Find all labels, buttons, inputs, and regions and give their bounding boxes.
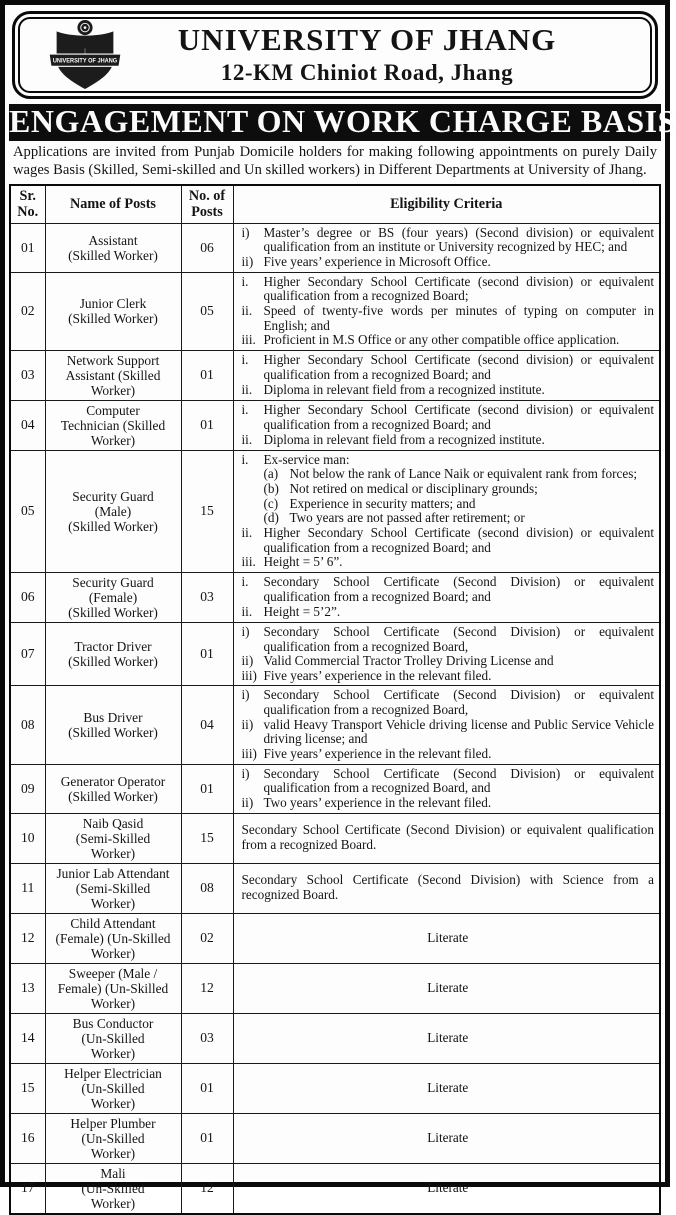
post-name-line: Assistant — [88, 232, 138, 248]
criteria-item — [242, 688, 655, 717]
criteria-item — [242, 226, 655, 255]
criteria-text: Ex-service man: — [263, 451, 350, 467]
criteria-cell: Secondary School Certificate (Second Division) or equivalent qualification from a recognized Board. — [233, 813, 660, 863]
criteria-text: Height = 5’ 6”. — [263, 554, 343, 570]
posts-count-cell: 06 — [181, 223, 233, 272]
col-header-no-of-posts: No. of Posts — [181, 185, 233, 223]
post-name-line: (Skilled Worker) — [68, 518, 158, 534]
post-name-line: Bus Driver — [83, 710, 143, 726]
criteria-marker: i) — [241, 623, 250, 639]
criteria-item — [242, 555, 655, 570]
intro-paragraph: Applications are invited from Punjab Domicile holders for making following appointments on purely Daily wages Basis (Skilled, Semi-skilled and Un skilled workers) in Different Departments at University of Jhang. — [13, 144, 657, 178]
posts-count-cell: 01 — [181, 764, 233, 813]
post-name-line: (Male) — [94, 503, 132, 519]
table-row — [10, 272, 660, 350]
criteria-cell: Literate — [233, 963, 660, 1013]
posts-count-cell: 08 — [181, 863, 233, 913]
criteria-text: Higher Secondary School Certificate (second division) or equivalent qualification from a recognized Board; and — [263, 352, 654, 382]
criteria-cell — [233, 572, 660, 622]
criteria-cell — [233, 450, 660, 572]
table-row — [10, 863, 660, 913]
criteria-item — [242, 433, 655, 448]
criteria-item — [242, 718, 655, 747]
table-row — [10, 1063, 660, 1113]
post-name-cell — [45, 622, 181, 686]
criteria-cell: Literate — [233, 1113, 660, 1163]
banner-title: ENGAGEMENT ON WORK CHARGE BASIS — [9, 103, 676, 139]
posts-count-cell: 01 — [181, 1063, 233, 1113]
post-name-line: (Female) (Un-Skilled — [55, 930, 171, 946]
posts-table-body — [10, 223, 660, 1213]
post-name-cell — [45, 764, 181, 813]
criteria-item — [242, 255, 655, 270]
post-name-cell — [45, 686, 181, 764]
post-name-cell — [45, 1063, 181, 1113]
post-name-line: Security Guard — [72, 488, 154, 504]
criteria-text: Five years’ experience in the relevant filed. — [263, 746, 492, 762]
criteria-item — [242, 526, 655, 555]
sr-no-cell: 02 — [10, 272, 45, 350]
criteria-item — [242, 796, 655, 811]
posts-count-cell: 03 — [181, 572, 233, 622]
post-name-line: Worker) — [90, 1195, 136, 1211]
criteria-cell: Literate — [233, 913, 660, 963]
criteria-sub-item — [264, 511, 655, 526]
criteria-item — [242, 275, 655, 304]
post-name-line: Security Guard — [72, 574, 154, 590]
post-name-line: Mali — [100, 1165, 126, 1181]
post-name-line: Junior Lab Attendant — [56, 865, 170, 881]
criteria-marker: ii) — [241, 716, 254, 732]
post-name-cell — [45, 1013, 181, 1063]
criteria-marker: i. — [241, 574, 249, 590]
table-row — [10, 963, 660, 1013]
criteria-text: Secondary School Certificate (Second Division) or equivalent qualification from a recognized Board; and — [263, 574, 654, 605]
post-name-line: (Skilled Worker) — [68, 788, 158, 804]
post-name-cell — [45, 913, 181, 963]
post-name-cell — [45, 350, 181, 400]
criteria-text: valid Heavy Transport Vehicle driving license and Public Service Vehicle driving license; and — [263, 716, 654, 747]
criteria-text: Higher Secondary School Certificate (second division) or equivalent qualification from a recognized Board; — [263, 273, 654, 304]
table-row — [10, 350, 660, 400]
criteria-item — [242, 304, 655, 333]
post-name-line: (Skilled Worker) — [68, 654, 158, 670]
post-name-line: Worker) — [90, 1045, 136, 1061]
criteria-cell: Literate — [233, 1063, 660, 1113]
post-name-line: Bus Conductor — [72, 1015, 154, 1031]
post-name-cell — [45, 863, 181, 913]
criteria-marker: i) — [241, 224, 250, 240]
criteria-item — [242, 353, 655, 382]
criteria-marker: ii. — [241, 524, 253, 540]
criteria-marker: i. — [241, 352, 249, 368]
criteria-marker: ii. — [241, 603, 253, 619]
header-box — [12, 11, 658, 99]
university-logo — [46, 20, 124, 90]
post-name-line: Worker) — [90, 945, 136, 961]
table-row — [10, 686, 660, 764]
criteria-sub-item — [264, 482, 655, 497]
post-name-line: Helper Electrician — [64, 1065, 162, 1081]
post-name-cell — [45, 963, 181, 1013]
criteria-item — [242, 575, 655, 604]
posts-count-cell: 05 — [181, 272, 233, 350]
table-row — [10, 1113, 660, 1163]
criteria-text: Proficient in M.S Office or any other compatible office application. — [263, 332, 620, 348]
criteria-item — [242, 453, 655, 468]
sr-no-cell: 03 — [10, 350, 45, 400]
table-row — [10, 813, 660, 863]
post-name-cell — [45, 223, 181, 272]
post-name-line: Female) (Un-Skilled — [57, 980, 169, 996]
criteria-text: Secondary School Certificate (Second Division) or equivalent qualification from a recognized Board, and — [263, 765, 654, 796]
sr-no-cell: 16 — [10, 1113, 45, 1163]
criteria-marker: i. — [241, 273, 249, 289]
posts-count-cell: 15 — [181, 450, 233, 572]
sr-no-cell: 12 — [10, 913, 45, 963]
post-name-line: Technician (Skilled — [60, 417, 166, 433]
criteria-item — [242, 747, 655, 762]
table-row — [10, 764, 660, 813]
post-name-line: Naib Qasid — [82, 815, 144, 831]
criteria-marker: iii) — [241, 667, 257, 683]
criteria-cell — [233, 622, 660, 686]
post-name-cell — [45, 450, 181, 572]
col-header-sr-no: Sr. No. — [10, 185, 45, 223]
criteria-marker: i. — [241, 402, 249, 418]
criteria-cell — [233, 764, 660, 813]
post-name-line: Generator Operator — [60, 773, 166, 789]
criteria-marker: ii. — [241, 431, 253, 447]
university-title: UNIVERSITY OF JHANG — [177, 22, 557, 58]
post-name-line: Junior Clerk — [79, 296, 147, 312]
criteria-item — [242, 383, 655, 398]
criteria-sub-item — [264, 467, 655, 482]
header-text-block — [124, 24, 640, 86]
posts-count-cell: 12 — [181, 1163, 233, 1214]
table-row — [10, 572, 660, 622]
criteria-cell — [233, 272, 660, 350]
criteria-item — [242, 767, 655, 796]
post-name-line: (Un-Skilled — [81, 1080, 145, 1096]
criteria-text: Secondary School Certificate (Second Division) or equivalent qualification from a recognized Board, — [263, 623, 654, 654]
criteria-text: Master’s degree or BS (four years) (Second division) or equivalent qualification from an institute or University recognized by HEC; and — [263, 224, 654, 255]
sr-no-cell: 11 — [10, 863, 45, 913]
post-name-line: (Skilled Worker) — [68, 247, 158, 263]
criteria-sub-text: Experience in security matters; and — [289, 495, 476, 511]
sr-no-cell: 08 — [10, 686, 45, 764]
post-name-line: Worker) — [90, 1095, 136, 1111]
criteria-cell: Literate — [233, 1163, 660, 1214]
criteria-marker: i) — [241, 687, 250, 703]
sr-no-cell: 06 — [10, 572, 45, 622]
post-name-line: Worker) — [90, 995, 136, 1011]
sr-no-cell: 09 — [10, 764, 45, 813]
sr-no-cell: 04 — [10, 400, 45, 450]
criteria-cell — [233, 223, 660, 272]
table-row — [10, 913, 660, 963]
sr-no-cell: 07 — [10, 622, 45, 686]
table-row — [10, 223, 660, 272]
criteria-text: Secondary School Certificate (Second Division) or equivalent qualification from a recognized Board, — [263, 687, 654, 718]
criteria-text: Diploma in relevant field from a recognized institute. — [263, 431, 545, 447]
criteria-sub-item — [264, 497, 655, 512]
post-name-line: (Semi-Skilled — [75, 880, 151, 896]
criteria-text: Five years’ experience in the relevant filed. — [263, 667, 492, 683]
criteria-sub-text: Not retired on medical or disciplinary grounds; — [289, 481, 538, 497]
criteria-marker: i. — [241, 451, 249, 467]
post-name-cell — [45, 813, 181, 863]
table-row — [10, 450, 660, 572]
criteria-text: Diploma in relevant field from a recognized institute. — [263, 381, 545, 397]
sr-no-cell: 14 — [10, 1013, 45, 1063]
post-name-line: (Un-Skilled — [81, 1130, 145, 1146]
criteria-item — [242, 669, 655, 684]
criteria-marker: iii) — [241, 746, 257, 762]
criteria-text: Two years’ experience in the relevant filed. — [263, 794, 492, 810]
post-name-line: Network Support — [66, 352, 160, 368]
post-name-line: (Skilled Worker) — [68, 311, 158, 327]
post-name-cell — [45, 400, 181, 450]
criteria-sub-marker: (a) — [263, 466, 279, 482]
sr-no-cell: 05 — [10, 450, 45, 572]
sr-no-cell: 10 — [10, 813, 45, 863]
criteria-marker: i) — [241, 765, 250, 781]
posts-count-cell: 15 — [181, 813, 233, 863]
criteria-cell: Literate — [233, 1013, 660, 1063]
post-name-line: (Un-Skilled — [81, 1180, 145, 1196]
logo-ribbon-text: UNIVERSITY OF JHANG — [52, 58, 118, 65]
table-header-row — [10, 185, 660, 223]
table-row — [10, 1013, 660, 1063]
posts-count-cell: 01 — [181, 622, 233, 686]
criteria-item — [242, 654, 655, 669]
criteria-marker: ii. — [241, 302, 253, 318]
criteria-text: Five years’ experience in Microsoft Office. — [263, 253, 491, 269]
post-name-line: Tractor Driver — [74, 639, 152, 655]
post-name-line: (Skilled Worker) — [68, 725, 158, 741]
criteria-marker: ii) — [241, 253, 254, 269]
criteria-text: Higher Secondary School Certificate (second division) or equivalent qualification from a recognized Board; and — [263, 524, 654, 555]
col-header-eligibility-criteria: Eligibility Criteria — [233, 185, 660, 223]
criteria-marker: iii. — [241, 554, 256, 570]
criteria-sub-marker: (b) — [263, 481, 279, 497]
university-address: 12-KM Chiniot Road, Jhang — [220, 59, 514, 85]
criteria-cell: Secondary School Certificate (Second Division) with Science from a recognized Board. — [233, 863, 660, 913]
criteria-item — [242, 625, 655, 654]
criteria-item — [242, 403, 655, 432]
table-row — [10, 1163, 660, 1214]
post-name-line: (Un-Skilled — [81, 1030, 145, 1046]
criteria-text: Height = 5’2”. — [263, 603, 341, 619]
criteria-text: Valid Commercial Tractor Trolley Driving License and — [263, 653, 554, 669]
posts-count-cell: 03 — [181, 1013, 233, 1063]
post-name-line: (Semi-Skilled — [75, 830, 151, 846]
university-crest-icon — [46, 20, 124, 90]
post-name-line: Worker) — [90, 432, 136, 448]
post-name-line: Sweeper (Male / — [68, 965, 158, 981]
post-name-line: (Female) — [88, 589, 138, 605]
criteria-marker: iii. — [241, 332, 256, 348]
criteria-marker: ii) — [241, 653, 254, 669]
post-name-line: Worker) — [90, 895, 136, 911]
post-name-line: Computer — [86, 402, 140, 418]
criteria-item — [242, 333, 655, 348]
posts-count-cell: 01 — [181, 350, 233, 400]
posts-count-cell: 12 — [181, 963, 233, 1013]
post-name-line: Worker) — [90, 1145, 136, 1161]
col-header-name-of-posts: Name of Posts — [45, 185, 181, 223]
criteria-cell — [233, 350, 660, 400]
posts-count-cell: 04 — [181, 686, 233, 764]
post-name-line: (Skilled Worker) — [68, 604, 158, 620]
sr-no-cell: 01 — [10, 223, 45, 272]
sr-no-cell: 15 — [10, 1063, 45, 1113]
criteria-cell — [233, 400, 660, 450]
criteria-marker: ii. — [241, 381, 253, 397]
criteria-marker: ii) — [241, 794, 254, 810]
header-box-inner — [18, 17, 652, 93]
post-name-line: Worker) — [90, 845, 136, 861]
post-name-line: Helper Plumber — [70, 1115, 156, 1131]
post-name-line: Assistant (Skilled — [65, 367, 161, 383]
table-row — [10, 400, 660, 450]
posts-count-cell: 01 — [181, 1113, 233, 1163]
sr-no-cell: 17 — [10, 1163, 45, 1214]
post-name-cell — [45, 572, 181, 622]
criteria-sub-text: Not below the rank of Lance Naik or equivalent rank from forces; — [289, 466, 638, 482]
post-name-line: Worker) — [90, 382, 136, 398]
criteria-sub-marker: (c) — [263, 495, 279, 511]
criteria-sub-marker: (d) — [263, 510, 279, 526]
posts-count-cell: 01 — [181, 400, 233, 450]
post-name-cell — [45, 1163, 181, 1214]
sr-no-cell: 13 — [10, 963, 45, 1013]
criteria-text: Higher Secondary School Certificate (second division) or equivalent qualification from a recognized Board; and — [263, 402, 654, 432]
post-name-cell — [45, 1113, 181, 1163]
table-row — [10, 622, 660, 686]
post-name-line: Child Attendant — [70, 915, 156, 931]
criteria-cell — [233, 686, 660, 764]
post-name-cell — [45, 272, 181, 350]
criteria-text: Speed of twenty-five words per minutes of typing on computer in English; and — [263, 302, 654, 333]
posts-count-cell: 02 — [181, 913, 233, 963]
posts-table — [9, 184, 661, 1215]
criteria-item — [242, 605, 655, 620]
criteria-sub-text: Two years are not passed after retirement; or — [289, 510, 525, 526]
